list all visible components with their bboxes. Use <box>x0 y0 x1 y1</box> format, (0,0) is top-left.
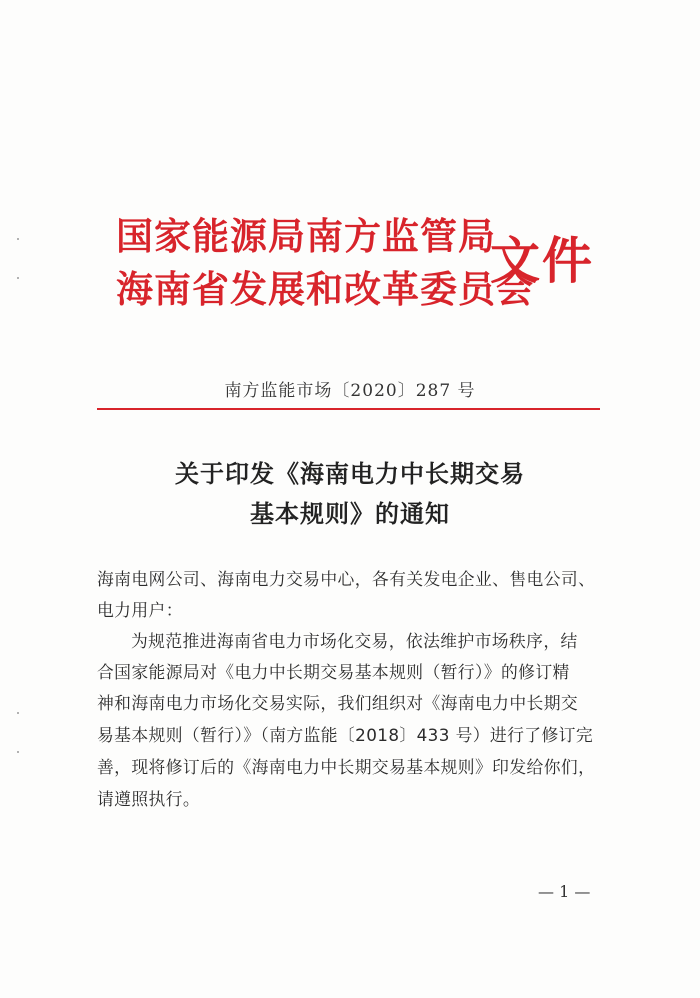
body-paragraph-line: 合国家能源局对《电力中长期交易基本规则（暂行）》的修订精 <box>97 662 570 682</box>
scan-speck <box>17 712 19 714</box>
body-paragraph-line: 善，现将修订后的《海南电力中长期交易基本规则》印发给你们， <box>97 757 596 777</box>
document-title-line-1: 关于印发《海南电力中长期交易 <box>175 459 525 488</box>
document-title-line-2: 基本规则》的通知 <box>250 499 450 528</box>
body-paragraph-line: 易基本规则（暂行）》（南方监能〔2018〕433 号）进行了修订完 <box>97 725 594 745</box>
document-type-label: 文件 <box>490 231 594 290</box>
scan-speck <box>17 751 19 753</box>
scan-speck <box>17 277 19 279</box>
page-number: — 1 — <box>538 882 591 901</box>
issuer-name-1: 国家能源局南方监管局 <box>116 214 496 258</box>
scan-speck <box>17 238 19 240</box>
document-number: 南方监能市场〔2020〕287 号 <box>224 381 476 401</box>
addressee-line-1: 海南电网公司、海南电力交易中心，各有关发电企业、售电公司、 <box>97 569 596 589</box>
body-paragraph-line: 神和海南电力市场化交易实际，我们组织对《海南电力中长期交 <box>97 693 579 713</box>
addressee-line-2: 电力用户： <box>97 600 183 620</box>
body-paragraph-line: 为规范推进海南省电力市场化交易，依法维护市场秩序，结 <box>131 631 578 651</box>
red-separator-line <box>97 408 600 410</box>
body-paragraph-line: 请遵照执行。 <box>97 789 201 809</box>
issuer-name-2: 海南省发展和改革委员会 <box>116 267 534 311</box>
